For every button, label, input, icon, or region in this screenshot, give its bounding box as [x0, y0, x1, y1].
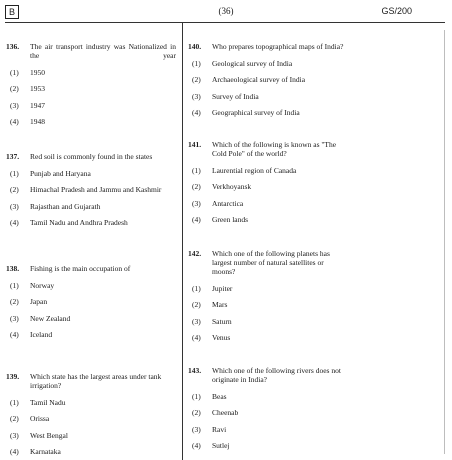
- option-number: (1): [192, 391, 201, 401]
- option[interactable]: [188, 408, 346, 417]
- option-text: Tamil Nadu and Andhra Pradesh: [30, 218, 128, 227]
- option-number: (2): [10, 297, 19, 306]
- option-text: Archaeological survey of India: [212, 75, 306, 84]
- option[interactable]: [188, 215, 346, 224]
- option-text: Saturn: [212, 316, 232, 326]
- option-text: Geographical survey of India: [212, 108, 300, 117]
- question-number: 140.: [188, 42, 202, 51]
- option[interactable]: [6, 297, 176, 306]
- option-text: Cheenab: [212, 408, 239, 417]
- option-text: Beas: [212, 391, 227, 401]
- option-number: (1): [192, 58, 201, 68]
- question-text: Which one of the following planets has largest number of natural satellites or moons?: [212, 249, 330, 276]
- option-text: West Bengal: [30, 430, 68, 440]
- option[interactable]: [6, 101, 176, 110]
- option-text: Orissa: [30, 414, 50, 423]
- option-text: Tamil Nadu: [30, 397, 66, 407]
- option-text: Rajasthan and Gujarath: [30, 201, 101, 211]
- option-text: Mars: [212, 300, 228, 309]
- option-number: (1): [10, 397, 19, 407]
- option-number: (2): [10, 414, 19, 423]
- question-number: 138.: [6, 264, 20, 273]
- option-number: (3): [192, 424, 201, 434]
- option[interactable]: [6, 185, 176, 194]
- option[interactable]: [6, 398, 176, 407]
- paper-code: GS/200: [381, 6, 412, 16]
- option[interactable]: [188, 92, 346, 101]
- option-number: (2): [192, 300, 201, 309]
- option-text: Japan: [30, 297, 48, 306]
- question-140: [188, 42, 346, 117]
- option-number: (1): [10, 67, 19, 77]
- option-number: (4): [10, 117, 19, 126]
- question-number: 137.: [6, 152, 20, 161]
- option-text: Karnataka: [30, 447, 61, 456]
- question-number: 143.: [188, 366, 202, 375]
- page-number: (36): [218, 6, 234, 16]
- question-text: Which state has the largest areas under tank irrigation?: [30, 372, 162, 390]
- option[interactable]: [188, 108, 346, 117]
- option-text: Survey of India: [212, 91, 259, 101]
- option-number: (4): [192, 215, 201, 224]
- option-number: (2): [10, 185, 19, 194]
- option-number: (1): [10, 168, 19, 178]
- option-text: Norway: [30, 280, 55, 290]
- option[interactable]: [188, 199, 346, 208]
- question-text: The air transport industry was Nationalized in the year: [30, 42, 176, 60]
- option-number: (2): [192, 408, 201, 417]
- option[interactable]: [6, 330, 176, 339]
- question-text: Which of the following is known as "The Cold Pole" of the world?: [212, 140, 337, 158]
- page-edge-line: [444, 30, 445, 454]
- option-text: Verkhoyansk: [212, 182, 252, 191]
- question-137: [6, 152, 176, 227]
- option[interactable]: [6, 431, 176, 440]
- option[interactable]: [188, 182, 346, 191]
- option[interactable]: [188, 75, 346, 84]
- question-number: 136.: [6, 42, 20, 51]
- option-text: Iceland: [30, 330, 53, 339]
- option-text: 1948: [30, 117, 45, 126]
- option-number: (1): [192, 283, 201, 293]
- question-number: 141.: [188, 140, 202, 149]
- question-136: [6, 42, 176, 126]
- option-number: (1): [192, 165, 201, 175]
- question-number: 139.: [6, 372, 20, 381]
- option[interactable]: [188, 59, 346, 68]
- option[interactable]: [6, 281, 176, 290]
- question-text: Which one of the following rivers does not originate in India?: [212, 366, 341, 384]
- option-text: Sutlej: [212, 441, 230, 450]
- question-141: [188, 140, 346, 224]
- option-text: Himachal Pradesh and Jammu and Kashmir: [30, 185, 162, 194]
- option[interactable]: [188, 166, 346, 175]
- option[interactable]: [188, 284, 346, 293]
- option-text: New Zealand: [30, 313, 71, 323]
- option[interactable]: [6, 84, 176, 93]
- option-number: (3): [10, 313, 19, 323]
- question-138: [6, 264, 176, 339]
- question-143: [188, 366, 346, 450]
- header-divider: [5, 22, 445, 23]
- option-number: (2): [192, 182, 201, 191]
- option-text: 1953: [30, 84, 45, 93]
- option-number: (2): [10, 84, 19, 93]
- option-text: Ravi: [212, 424, 227, 434]
- option[interactable]: [188, 425, 346, 434]
- option-number: (3): [192, 91, 201, 101]
- option-number: (4): [192, 441, 201, 450]
- question-number: 142.: [188, 249, 202, 258]
- question-142: [188, 249, 346, 342]
- option-number: (3): [10, 100, 19, 110]
- question-text: Fishing is the main occupation of: [30, 264, 131, 273]
- option-text: Antarctica: [212, 198, 244, 208]
- option[interactable]: [6, 169, 176, 178]
- option-number: (3): [192, 316, 201, 326]
- option-text: 1950: [30, 67, 45, 77]
- option[interactable]: [6, 68, 176, 77]
- question-139: [6, 372, 176, 456]
- option-text: Venus: [212, 333, 231, 342]
- option-number: (4): [10, 330, 19, 339]
- option-number: (4): [10, 447, 19, 456]
- option[interactable]: [6, 414, 176, 423]
- question-text: Red soil is commonly found in the states: [30, 152, 153, 161]
- option[interactable]: [6, 447, 176, 456]
- option-number: (4): [192, 108, 201, 117]
- option-text: Punjab and Haryana: [30, 168, 91, 178]
- option-number: (4): [192, 333, 201, 342]
- option-number: (4): [10, 218, 19, 227]
- series-label: B: [5, 5, 19, 19]
- option-text: Laurential region of Canada: [212, 165, 297, 175]
- option[interactable]: [188, 300, 346, 309]
- question-text: Who prepares topographical maps of India?: [212, 42, 344, 51]
- option[interactable]: [6, 202, 176, 211]
- option[interactable]: [6, 314, 176, 323]
- option-number: (3): [10, 201, 19, 211]
- option[interactable]: [6, 117, 176, 126]
- option-number: (1): [10, 280, 19, 290]
- option[interactable]: [188, 441, 346, 450]
- option-number: (2): [192, 75, 201, 84]
- option[interactable]: [188, 333, 346, 342]
- option-text: 1947: [30, 100, 45, 110]
- column-divider: [182, 23, 183, 460]
- option-number: (3): [10, 430, 19, 440]
- option[interactable]: [188, 317, 346, 326]
- option-text: Green lands: [212, 215, 249, 224]
- option-text: Jupiter: [212, 283, 233, 293]
- option-text: Geological survey of India: [212, 58, 293, 68]
- option[interactable]: [188, 392, 346, 401]
- option[interactable]: [6, 218, 176, 227]
- option-number: (3): [192, 198, 201, 208]
